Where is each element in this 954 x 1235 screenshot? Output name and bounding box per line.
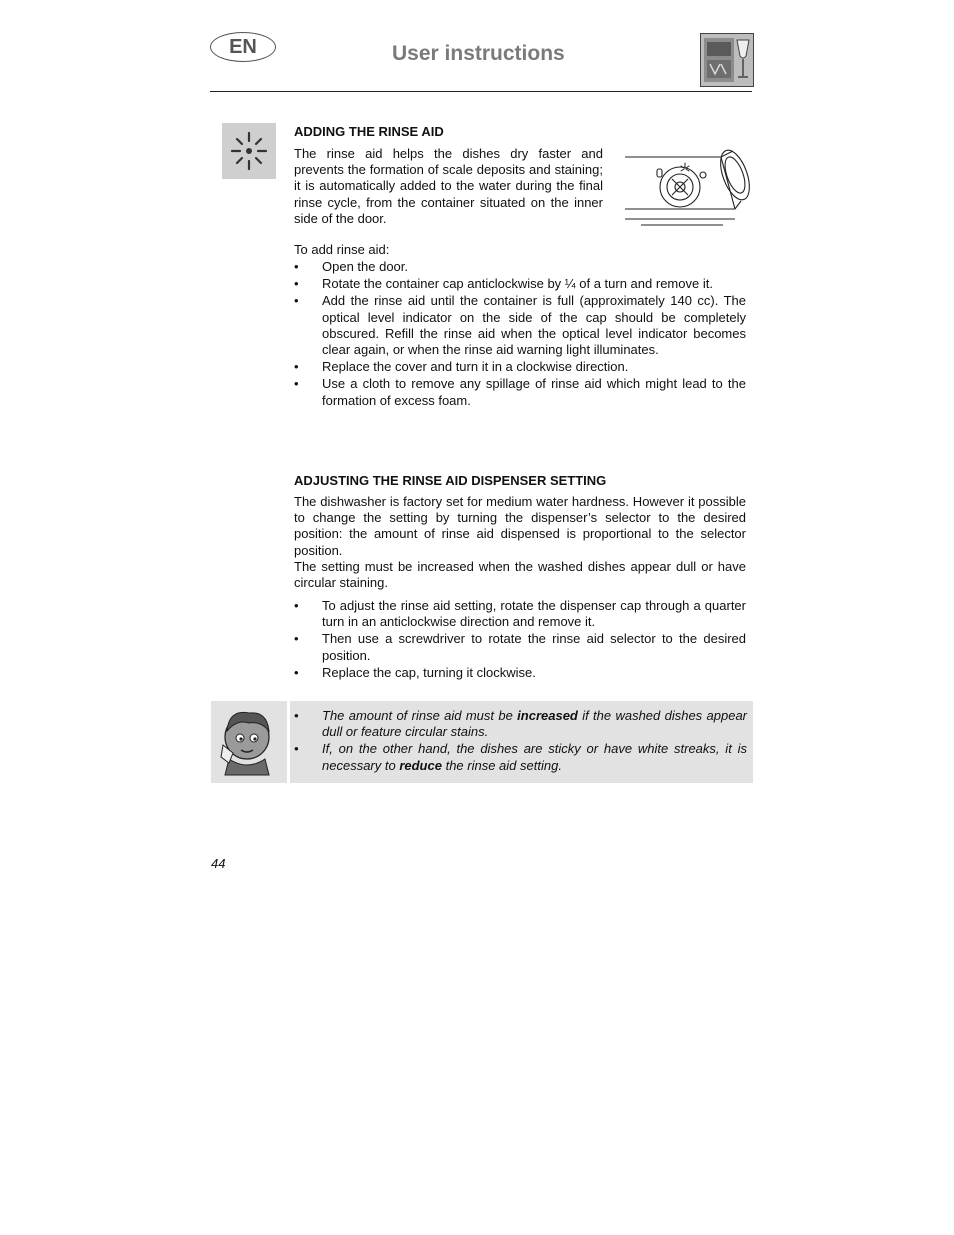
tip-icon-cell — [211, 701, 287, 783]
setting-paragraph-2: The setting must be increased when the washed dishes appear dull or have circular staining. — [294, 559, 746, 591]
list-item: • If, on the other hand, the dishes are sticky or have white streaks, it is necessary to reduce the rinse aid setting. — [294, 741, 747, 773]
section-heading-adjusting: ADJUSTING THE RINSE AID DISPENSER SETTING — [294, 473, 607, 488]
dishwasher-glass-icon — [700, 33, 754, 87]
list-item: • Add the rinse aid until the container is full (approximately 140 cc). The optical level indicator on the side of the cap should be completely obscured. Refill the rinse aid when the optical level indicator becomes clear again, or when the rinse aid warning light illuminates. — [294, 293, 746, 358]
page-title: User instructions — [392, 42, 565, 65]
tip-list — [294, 708, 747, 774]
list-item: • Then use a screwdriver to rotate the rinse aid selector to the desired position. — [294, 631, 746, 663]
section-heading-adding: ADDING THE RINSE AID — [294, 124, 444, 139]
emphasis-reduce: reduce — [399, 757, 442, 773]
header-divider — [210, 91, 752, 92]
list-item: • Rotate the container cap anticlockwise by ¼ of a turn and remove it. — [294, 276, 713, 292]
list-item: • The amount of rinse aid must be increased if the washed dishes appear dull or feature circular stains. — [294, 708, 748, 740]
bullet-marker: • — [294, 276, 299, 292]
add-rinse-aid-steps — [294, 259, 746, 409]
setting-paragraph-1: The dishwasher is factory set for medium water hardness. However it possible to change the setting by turning the dispenser’s selector to the desired position: the amount of rinse aid dispensed is proportional to the selector position. — [294, 494, 746, 558]
rinse-aid-dispenser-illustration — [623, 141, 751, 233]
list-item: • Replace the cover and turn it in a clockwise direction. — [294, 359, 629, 375]
adjust-setting-steps — [294, 598, 746, 681]
list-item: • Open the door. — [294, 259, 409, 274]
rinse-aid-indicator-icon — [222, 123, 276, 179]
bullet-marker: • — [294, 664, 299, 680]
bullet-marker: • — [294, 598, 299, 613]
instructions-lead: To add rinse aid: — [294, 242, 390, 257]
intro-paragraph: The rinse aid helps the dishes dry faster and prevents the formation of scale deposits and staining; it is automatically added to the water during the final rinse cycle, from the container situated on the inner side of the door. — [294, 146, 603, 226]
bullet-marker: • — [294, 631, 299, 647]
advice-character-icon — [211, 701, 287, 783]
list-item: • To adjust the rinse aid setting, rotate the dispenser cap through a quarter turn in an anticlockwise direction and remove it. — [294, 598, 746, 630]
page-number: 44 — [211, 856, 226, 871]
list-item: • Replace the cap, turning it clockwise. — [294, 664, 536, 680]
language-badge: EN — [210, 32, 276, 62]
bullet-marker: • — [294, 741, 299, 757]
bullet-marker: • — [294, 376, 299, 392]
bullet-marker: • — [294, 259, 299, 274]
emphasis-increased: increased — [517, 708, 578, 723]
list-item: • Use a cloth to remove any spillage of rinse aid which might lead to the formation of excess foam. — [294, 376, 746, 408]
bullet-marker: • — [294, 293, 299, 309]
bullet-marker: • — [294, 359, 299, 375]
bullet-marker: • — [294, 708, 299, 723]
